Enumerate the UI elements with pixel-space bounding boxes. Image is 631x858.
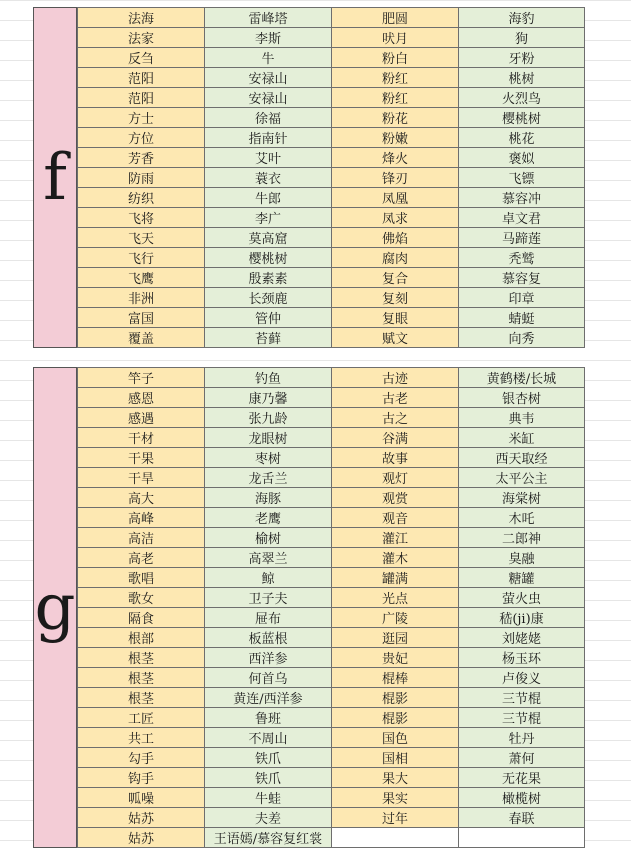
table-row — [78, 288, 585, 308]
table-row — [78, 188, 585, 208]
table-row — [78, 668, 585, 688]
table-cell: 慕容复 — [459, 268, 585, 288]
table-cell: 复合 — [332, 268, 459, 288]
table-cell: 烽火 — [332, 148, 459, 168]
table-cell: 勾手 — [78, 748, 205, 768]
table-row — [78, 108, 585, 128]
table-cell: 隔食 — [78, 608, 205, 628]
table-cell: 杨玉环 — [459, 648, 585, 668]
table-cell: 方位 — [78, 128, 205, 148]
table-cell: 高峰 — [78, 508, 205, 528]
table-cell: 卫子夫 — [205, 588, 332, 608]
table-cell: 肥圆 — [332, 8, 459, 28]
table-cell: 三节棍 — [459, 688, 585, 708]
table-row — [78, 648, 585, 668]
table-cell: 干旱 — [78, 468, 205, 488]
table-cell: 春联 — [459, 808, 585, 828]
table-cell: 干材 — [78, 428, 205, 448]
table-row — [78, 388, 585, 408]
table-row — [78, 208, 585, 228]
table-cell: 粉白 — [332, 48, 459, 68]
table-row — [78, 708, 585, 728]
table-cell: 粉花 — [332, 108, 459, 128]
table-cell: 钓鱼 — [205, 368, 332, 388]
table-cell: 桃树 — [459, 68, 585, 88]
table-cell: 鲸 — [205, 568, 332, 588]
table-cell: 高翠兰 — [205, 548, 332, 568]
table-cell: 张九龄 — [205, 408, 332, 428]
table-row — [78, 468, 585, 488]
table-cell: 范阳 — [78, 68, 205, 88]
table-cell: 黄连/西洋参 — [205, 688, 332, 708]
table-cell: 观音 — [332, 508, 459, 528]
table-row — [78, 788, 585, 808]
table-cell: 牡丹 — [459, 728, 585, 748]
table-cell: 钩手 — [78, 768, 205, 788]
table-cell: 歌唱 — [78, 568, 205, 588]
table-cell: 法海 — [78, 8, 205, 28]
table-cell: 观灯 — [332, 468, 459, 488]
table-cell: 观赏 — [332, 488, 459, 508]
table-cell: 指南针 — [205, 128, 332, 148]
table-row — [78, 228, 585, 248]
table-cell: 感恩 — [78, 388, 205, 408]
table-cell: 粉嫩 — [332, 128, 459, 148]
table-row — [78, 148, 585, 168]
table-cell: 腐肉 — [332, 248, 459, 268]
table-cell: 姑苏 — [78, 828, 205, 848]
table-cell: 棍影 — [332, 708, 459, 728]
table-cell: 黄鹤楼/长城 — [459, 368, 585, 388]
table-cell: 铁爪 — [205, 768, 332, 788]
table-cell — [332, 828, 459, 848]
table-row — [78, 448, 585, 468]
table-row — [78, 328, 585, 348]
table-row — [78, 728, 585, 748]
table-cell: 姑苏 — [78, 808, 205, 828]
table-cell: 芳香 — [78, 148, 205, 168]
table-cell: 龙眼树 — [205, 428, 332, 448]
table-cell: 海豹 — [459, 8, 585, 28]
table-cell: 艾叶 — [205, 148, 332, 168]
table-cell: 佛焰 — [332, 228, 459, 248]
table-cell: 高老 — [78, 548, 205, 568]
table-cell: 干果 — [78, 448, 205, 468]
table-cell: 糖罐 — [459, 568, 585, 588]
table-cell: 木吒 — [459, 508, 585, 528]
table-cell: 樱桃树 — [459, 108, 585, 128]
table-row — [78, 488, 585, 508]
table-row — [78, 28, 585, 48]
table-cell: 苔藓 — [205, 328, 332, 348]
table-cell: 长颈鹿 — [205, 288, 332, 308]
table-cell: 康乃馨 — [205, 388, 332, 408]
table-cell: 安禄山 — [205, 88, 332, 108]
table-cell: 非洲 — [78, 288, 205, 308]
table-cell: 米缸 — [459, 428, 585, 448]
table-cell: 龙舌兰 — [205, 468, 332, 488]
table-cell: 粉红 — [332, 88, 459, 108]
table-cell: 牙粉 — [459, 48, 585, 68]
table-cell: 板蓝根 — [205, 628, 332, 648]
table-cell: 呱噪 — [78, 788, 205, 808]
table-cell: 铁爪 — [205, 748, 332, 768]
table-cell: 逛园 — [332, 628, 459, 648]
table-cell: 三节棍 — [459, 708, 585, 728]
table-row — [78, 768, 585, 788]
table-cell: 何首乌 — [205, 668, 332, 688]
table-row — [78, 748, 585, 768]
table-row — [78, 588, 585, 608]
table-cell: 橄榄树 — [459, 788, 585, 808]
table-cell: 工匠 — [78, 708, 205, 728]
table-cell: 殷素素 — [205, 268, 332, 288]
table-cell: 凤求 — [332, 208, 459, 228]
table-cell: 蓑衣 — [205, 168, 332, 188]
table-cell: 覆盖 — [78, 328, 205, 348]
table-cell: 灌江 — [332, 528, 459, 548]
table-cell: 桃花 — [459, 128, 585, 148]
table-row — [78, 568, 585, 588]
table-cell: 狗 — [459, 28, 585, 48]
table-cell: 复刻 — [332, 288, 459, 308]
table-cell: 褒姒 — [459, 148, 585, 168]
table-cell: 方士 — [78, 108, 205, 128]
table-cell: 李斯 — [205, 28, 332, 48]
table-cell: 飞鹰 — [78, 268, 205, 288]
table-cell: 古老 — [332, 388, 459, 408]
table-cell: 安禄山 — [205, 68, 332, 88]
table-cell: 感遇 — [78, 408, 205, 428]
table-cell: 罐满 — [332, 568, 459, 588]
table-cell: 广陵 — [332, 608, 459, 628]
table-cell: 果实 — [332, 788, 459, 808]
table-cell: 臭融 — [459, 548, 585, 568]
table-cell: 萧何 — [459, 748, 585, 768]
table-cell: 粉红 — [332, 68, 459, 88]
table-cell: 竿子 — [78, 368, 205, 388]
table-row — [78, 688, 585, 708]
table-cell: 无花果 — [459, 768, 585, 788]
table-cell: 贵妃 — [332, 648, 459, 668]
table-cell: 牛郎 — [205, 188, 332, 208]
table-cell: 吠月 — [332, 28, 459, 48]
table-row — [78, 48, 585, 68]
table-row — [78, 528, 585, 548]
table-cell: 复眼 — [332, 308, 459, 328]
table-cell: 卢俊义 — [459, 668, 585, 688]
table-row — [78, 268, 585, 288]
table-cell: 鲁班 — [205, 708, 332, 728]
table-cell: 马蹄莲 — [459, 228, 585, 248]
table-cell: 法家 — [78, 28, 205, 48]
table-cell: 棍影 — [332, 688, 459, 708]
table-row — [78, 628, 585, 648]
table-cell: 王语嫣/慕容复红裳 — [205, 828, 332, 848]
table-row — [78, 508, 585, 528]
table-cell: 刘姥姥 — [459, 628, 585, 648]
table-cell: 飞镖 — [459, 168, 585, 188]
table-cell: 灌木 — [332, 548, 459, 568]
table-cell: 果大 — [332, 768, 459, 788]
section-g — [33, 367, 585, 848]
table-row — [78, 248, 585, 268]
table-cell: 二郎神 — [459, 528, 585, 548]
table-row — [78, 408, 585, 428]
table-row — [78, 68, 585, 88]
table-cell: 榆树 — [205, 528, 332, 548]
table-cell: 西天取经 — [459, 448, 585, 468]
table-cell: 银杏树 — [459, 388, 585, 408]
table-row — [78, 168, 585, 188]
table-cell: 国色 — [332, 728, 459, 748]
table-cell: 富国 — [78, 308, 205, 328]
table-cell: 太平公主 — [459, 468, 585, 488]
table-cell: 锋刃 — [332, 168, 459, 188]
table-cell: 典韦 — [459, 408, 585, 428]
table-cell: 光点 — [332, 588, 459, 608]
table-cell: 根茎 — [78, 668, 205, 688]
letter-cell-f: f — [33, 7, 77, 348]
table-cell: 反刍 — [78, 48, 205, 68]
table-cell: 蜻蜓 — [459, 308, 585, 328]
table-cell: 古之 — [332, 408, 459, 428]
table-cell: 谷满 — [332, 428, 459, 448]
word-table-g — [77, 367, 585, 848]
table-cell: 夫差 — [205, 808, 332, 828]
table-cell: 高洁 — [78, 528, 205, 548]
table-cell: 樱桃树 — [205, 248, 332, 268]
table-cell: 嵇(ji)康 — [459, 608, 585, 628]
table-row — [78, 128, 585, 148]
table-cell: 根部 — [78, 628, 205, 648]
table-cell: 牛 — [205, 48, 332, 68]
table-cell: 向秀 — [459, 328, 585, 348]
table-cell: 枣树 — [205, 448, 332, 468]
table-row — [78, 308, 585, 328]
table-cell: 范阳 — [78, 88, 205, 108]
table-row — [78, 88, 585, 108]
table-cell: 国相 — [332, 748, 459, 768]
table-cell: 古迹 — [332, 368, 459, 388]
table-cell: 李广 — [205, 208, 332, 228]
table-cell: 飞行 — [78, 248, 205, 268]
table-cell: 老鹰 — [205, 508, 332, 528]
section-f — [33, 7, 585, 348]
table-cell: 过年 — [332, 808, 459, 828]
table-cell: 共工 — [78, 728, 205, 748]
table-cell: 防雨 — [78, 168, 205, 188]
table-row — [78, 548, 585, 568]
table-row — [78, 8, 585, 28]
table-cell: 高大 — [78, 488, 205, 508]
table-cell: 牛蛙 — [205, 788, 332, 808]
table-cell: 飞天 — [78, 228, 205, 248]
table-cell: 纺织 — [78, 188, 205, 208]
table-row — [78, 428, 585, 448]
table-cell: 印章 — [459, 288, 585, 308]
table-row — [78, 368, 585, 388]
table-cell: 棍棒 — [332, 668, 459, 688]
table-cell: 飞将 — [78, 208, 205, 228]
table-cell: 莫高窟 — [205, 228, 332, 248]
table-cell: 火烈鸟 — [459, 88, 585, 108]
table-cell: 不周山 — [205, 728, 332, 748]
table-cell: 根茎 — [78, 688, 205, 708]
letter-cell-g: g — [33, 367, 77, 848]
table-cell — [459, 828, 585, 848]
table-cell: 故事 — [332, 448, 459, 468]
table-cell: 雷峰塔 — [205, 8, 332, 28]
word-table-f — [77, 7, 585, 348]
table-cell: 卓文君 — [459, 208, 585, 228]
table-cell: 徐福 — [205, 108, 332, 128]
table-cell: 根茎 — [78, 648, 205, 668]
table-cell: 赋文 — [332, 328, 459, 348]
table-cell: 歌女 — [78, 588, 205, 608]
table-cell: 管仲 — [205, 308, 332, 328]
table-cell: 海豚 — [205, 488, 332, 508]
table-cell: 屉布 — [205, 608, 332, 628]
table-row — [78, 828, 585, 848]
table-cell: 秃鹫 — [459, 248, 585, 268]
table-cell: 慕容冲 — [459, 188, 585, 208]
table-row — [78, 608, 585, 628]
table-row — [78, 808, 585, 828]
table-cell: 西洋参 — [205, 648, 332, 668]
table-cell: 海棠树 — [459, 488, 585, 508]
table-cell: 凤凰 — [332, 188, 459, 208]
table-cell: 萤火虫 — [459, 588, 585, 608]
